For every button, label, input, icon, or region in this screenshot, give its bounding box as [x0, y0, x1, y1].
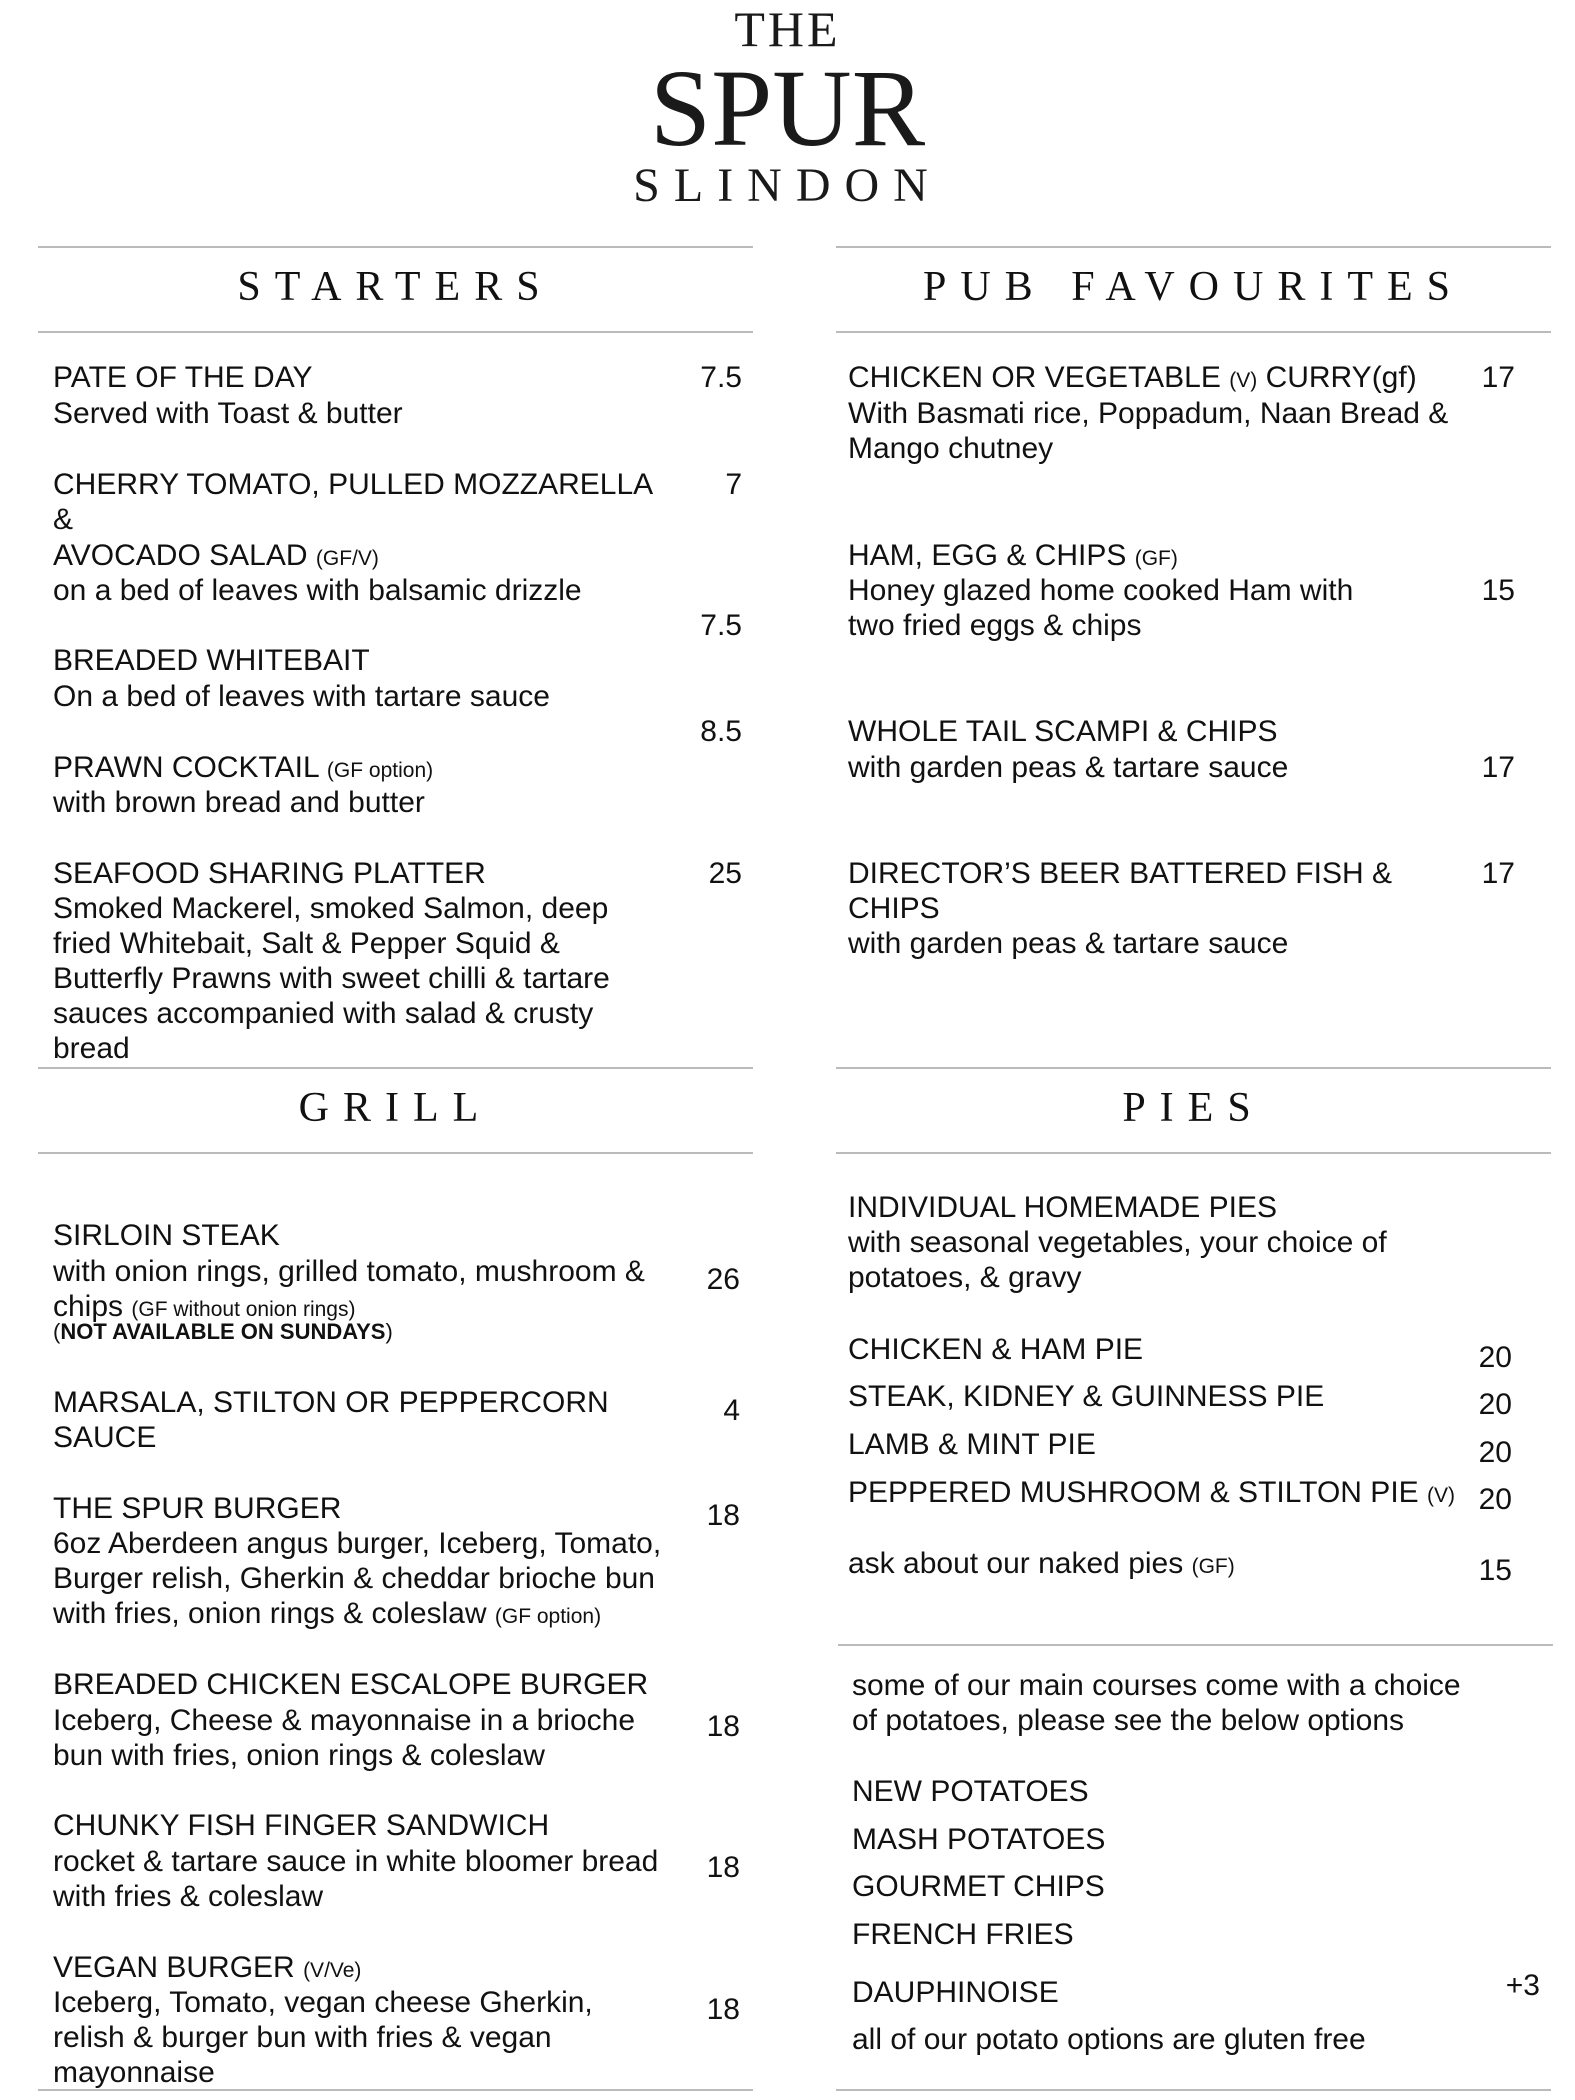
burger-desc-3 — [53, 1596, 601, 1634]
sauce-name-1: MARSALA, STILTON OR PEPPERCORN — [53, 1386, 609, 1419]
sirloin-note: (GF without onion rings) — [131, 1298, 356, 1321]
platter-desc-5: bread — [53, 1032, 130, 1065]
rule-right-1 — [836, 246, 1551, 248]
sauce-name-2: SAUCE — [53, 1421, 157, 1454]
pub-favourites-heading: PUB FAVOURITES — [922, 264, 1465, 310]
pie-price-mushroom-stilton: 20 — [1478, 1483, 1512, 1516]
tomato-name-1: CHERRY TOMATO, PULLED MOZZARELLA — [53, 468, 654, 501]
curry-name — [848, 360, 1417, 398]
fish-name-2: CHIPS — [848, 892, 940, 925]
prawn-desc: with brown bread and butter — [53, 786, 425, 819]
scampi-name: WHOLE TAIL SCAMPI & CHIPS — [848, 715, 1278, 748]
vegan-name — [53, 1950, 361, 1988]
scampi-price: 17 — [1481, 751, 1515, 784]
potato-option-fries: FRENCH FRIES — [852, 1918, 1074, 1951]
pies-intro-name: INDIVIDUAL HOMEMADE PIES — [848, 1191, 1277, 1224]
potato-option-dauphinoise: DAUPHINOISE — [852, 1976, 1059, 2009]
fishfinger-name: CHUNKY FISH FINGER SANDWICH — [53, 1809, 550, 1842]
vegan-desc-1: Iceberg, Tomato, vegan cheese Gherkin, — [53, 1986, 593, 2019]
whitebait-name: BREADED WHITEBAIT — [53, 644, 370, 677]
potato-option-new: NEW POTATOES — [852, 1775, 1089, 1808]
sauce-price: 4 — [723, 1394, 740, 1427]
starters-heading: STARTERS — [237, 264, 554, 310]
logo-spur: SPUR — [649, 47, 926, 169]
sirloin-warning-close: ) — [385, 1319, 393, 1344]
prawn-name-text: PRAWN COCKTAIL — [53, 751, 319, 784]
prawn-note: (GF option) — [326, 759, 434, 782]
fish-name-1: DIRECTOR’S BEER BATTERED FISH & — [848, 857, 1392, 890]
potatoes-price: +3 — [1505, 1969, 1540, 2002]
tomato-name-3-text: AVOCADO SALAD — [53, 539, 308, 572]
chicken-burger-name: BREADED CHICKEN ESCALOPE BURGER — [53, 1668, 649, 1701]
rule-left-4 — [38, 1152, 753, 1154]
curry-name-a: CHICKEN OR VEGETABLE — [848, 361, 1221, 394]
rule-right-6 — [836, 2089, 1551, 2091]
tomato-price: 7 — [725, 468, 742, 501]
pate-price: 7.5 — [700, 361, 742, 394]
rule-left-1 — [38, 246, 753, 248]
tomato-desc: on a bed of leaves with balsamic drizzle — [53, 574, 582, 607]
vegan-price: 18 — [706, 1993, 740, 2026]
pate-name: PATE OF THE DAY — [53, 361, 313, 394]
potato-option-mash: MASH POTATOES — [852, 1823, 1106, 1856]
curry-desc-2: Mango chutney — [848, 432, 1054, 465]
logo-slindon: SLINDON — [633, 159, 942, 212]
tomato-note: (GF/V) — [315, 547, 379, 570]
pies-heading: PIES — [1122, 1085, 1265, 1131]
sirloin-warning-open: ( — [53, 1319, 61, 1344]
ham-name-text: HAM, EGG & CHIPS — [848, 539, 1127, 572]
sirloin-price: 26 — [706, 1263, 740, 1296]
ham-price: 15 — [1481, 574, 1515, 607]
sirloin-name: SIRLOIN STEAK — [53, 1219, 280, 1252]
pies-intro-desc-1: with seasonal vegetables, your choice of — [848, 1226, 1387, 1259]
pie-item-mushroom-stilton-note: (V) — [1427, 1484, 1456, 1507]
naked-pies — [848, 1546, 1235, 1584]
fishfinger-price: 18 — [706, 1851, 740, 1884]
pie-price-steak-kidney: 20 — [1478, 1388, 1512, 1421]
rule-right-3 — [836, 1067, 1551, 1069]
naked-pies-note: (GF) — [1191, 1555, 1235, 1578]
curry-note: (V) — [1229, 369, 1258, 392]
fish-price: 17 — [1481, 857, 1515, 890]
vegan-desc-3: mayonnaise — [53, 2056, 215, 2089]
platter-price: 25 — [708, 857, 742, 890]
platter-desc-1: Smoked Mackerel, smoked Salmon, deep — [53, 892, 609, 925]
burger-note: (GF option) — [494, 1605, 602, 1628]
burger-desc-2: Burger relish, Gherkin & cheddar brioche bun — [53, 1562, 655, 1595]
ham-desc-1: Honey glazed home cooked Ham with — [848, 574, 1354, 607]
sirloin-desc-2-text: chips — [53, 1290, 124, 1323]
burger-desc-3-text: with fries, onion rings & coleslaw — [53, 1597, 487, 1630]
tomato-name-3 — [53, 538, 379, 576]
fish-desc: with garden peas & tartare sauce — [848, 927, 1289, 960]
platter-desc-4: sauces accompanied with salad & crusty — [53, 997, 594, 1030]
curry-price: 17 — [1481, 361, 1515, 394]
chicken-burger-desc-2: bun with fries, onion rings & coleslaw — [53, 1739, 545, 1772]
potatoes-intro-2: of potatoes, please see the below options — [852, 1704, 1405, 1737]
naked-pies-text: ask about our naked pies — [848, 1547, 1184, 1580]
ham-desc-2: two fried eggs & chips — [848, 609, 1142, 642]
chicken-burger-desc-1: Iceberg, Cheese & mayonnaise in a brioche — [53, 1704, 636, 1737]
pate-desc: Served with Toast & butter — [53, 397, 403, 430]
chicken-burger-price: 18 — [706, 1710, 740, 1743]
logo-the: THE — [734, 1, 841, 57]
rule-left-3 — [38, 1067, 753, 1069]
prawn-price: 8.5 — [700, 715, 742, 748]
pie-item-chicken-ham: CHICKEN & HAM PIE — [848, 1333, 1144, 1366]
potatoes-intro-1: some of our main courses come with a choice — [852, 1669, 1461, 1702]
vegan-name-text: VEGAN BURGER — [53, 1951, 295, 1984]
whitebait-price: 7.5 — [700, 609, 742, 642]
naked-pies-price: 15 — [1478, 1554, 1512, 1587]
whitebait-desc: On a bed of leaves with tartare sauce — [53, 680, 550, 713]
pies-intro-desc-2: potatoes, & gravy — [848, 1261, 1082, 1294]
tomato-name-2: & — [53, 503, 74, 536]
prawn-name — [53, 750, 433, 788]
vegan-desc-2: relish & burger bun with fries & vegan — [53, 2021, 552, 2054]
ham-note: (GF) — [1134, 547, 1178, 570]
rule-left-2 — [38, 331, 753, 333]
platter-desc-2: fried Whitebait, Salt & Pepper Squid & — [53, 927, 560, 960]
sirloin-warning-text: NOT AVAILABLE ON SUNDAYS — [60, 1319, 386, 1344]
rule-right-4 — [836, 1152, 1551, 1154]
platter-desc-3: Butterfly Prawns with sweet chilli & tartare — [53, 962, 610, 995]
rule-right-5 — [838, 1644, 1553, 1646]
potato-option-chips: GOURMET CHIPS — [852, 1870, 1105, 1903]
pie-item-mushroom-stilton — [848, 1475, 1455, 1513]
scampi-desc: with garden peas & tartare sauce — [848, 751, 1289, 784]
potatoes-footer: all of our potato options are gluten free — [852, 2023, 1366, 2056]
fishfinger-desc-2: with fries & coleslaw — [53, 1880, 324, 1913]
pie-item-lamb-mint: LAMB & MINT PIE — [848, 1428, 1096, 1461]
pie-price-lamb-mint: 20 — [1478, 1436, 1512, 1469]
burger-price: 18 — [706, 1499, 740, 1532]
pie-item-steak-kidney: STEAK, KIDNEY & GUINNESS PIE — [848, 1380, 1325, 1413]
sirloin-warning — [53, 1318, 393, 1346]
pie-item-mushroom-stilton-text: PEPPERED MUSHROOM & STILTON PIE — [848, 1476, 1419, 1509]
burger-desc-1: 6oz Aberdeen angus burger, Iceberg, Tomato, — [53, 1527, 662, 1560]
pie-price-chicken-ham: 20 — [1478, 1341, 1512, 1374]
ham-name — [848, 538, 1178, 576]
vegan-note: (V/Ve) — [303, 1959, 362, 1982]
burger-name: THE SPUR BURGER — [53, 1492, 342, 1525]
grill-heading: GRILL — [298, 1085, 493, 1131]
curry-desc-1: With Basmati rice, Poppadum, Naan Bread & — [848, 397, 1449, 430]
platter-name: SEAFOOD SHARING PLATTER — [53, 857, 486, 890]
rule-right-2 — [836, 331, 1551, 333]
sirloin-desc-1: with onion rings, grilled tomato, mushroom & — [53, 1255, 645, 1288]
fishfinger-desc-1: rocket & tartare sauce in white bloomer bread — [53, 1845, 659, 1878]
curry-name-b: CURRY(gf) — [1265, 361, 1417, 394]
